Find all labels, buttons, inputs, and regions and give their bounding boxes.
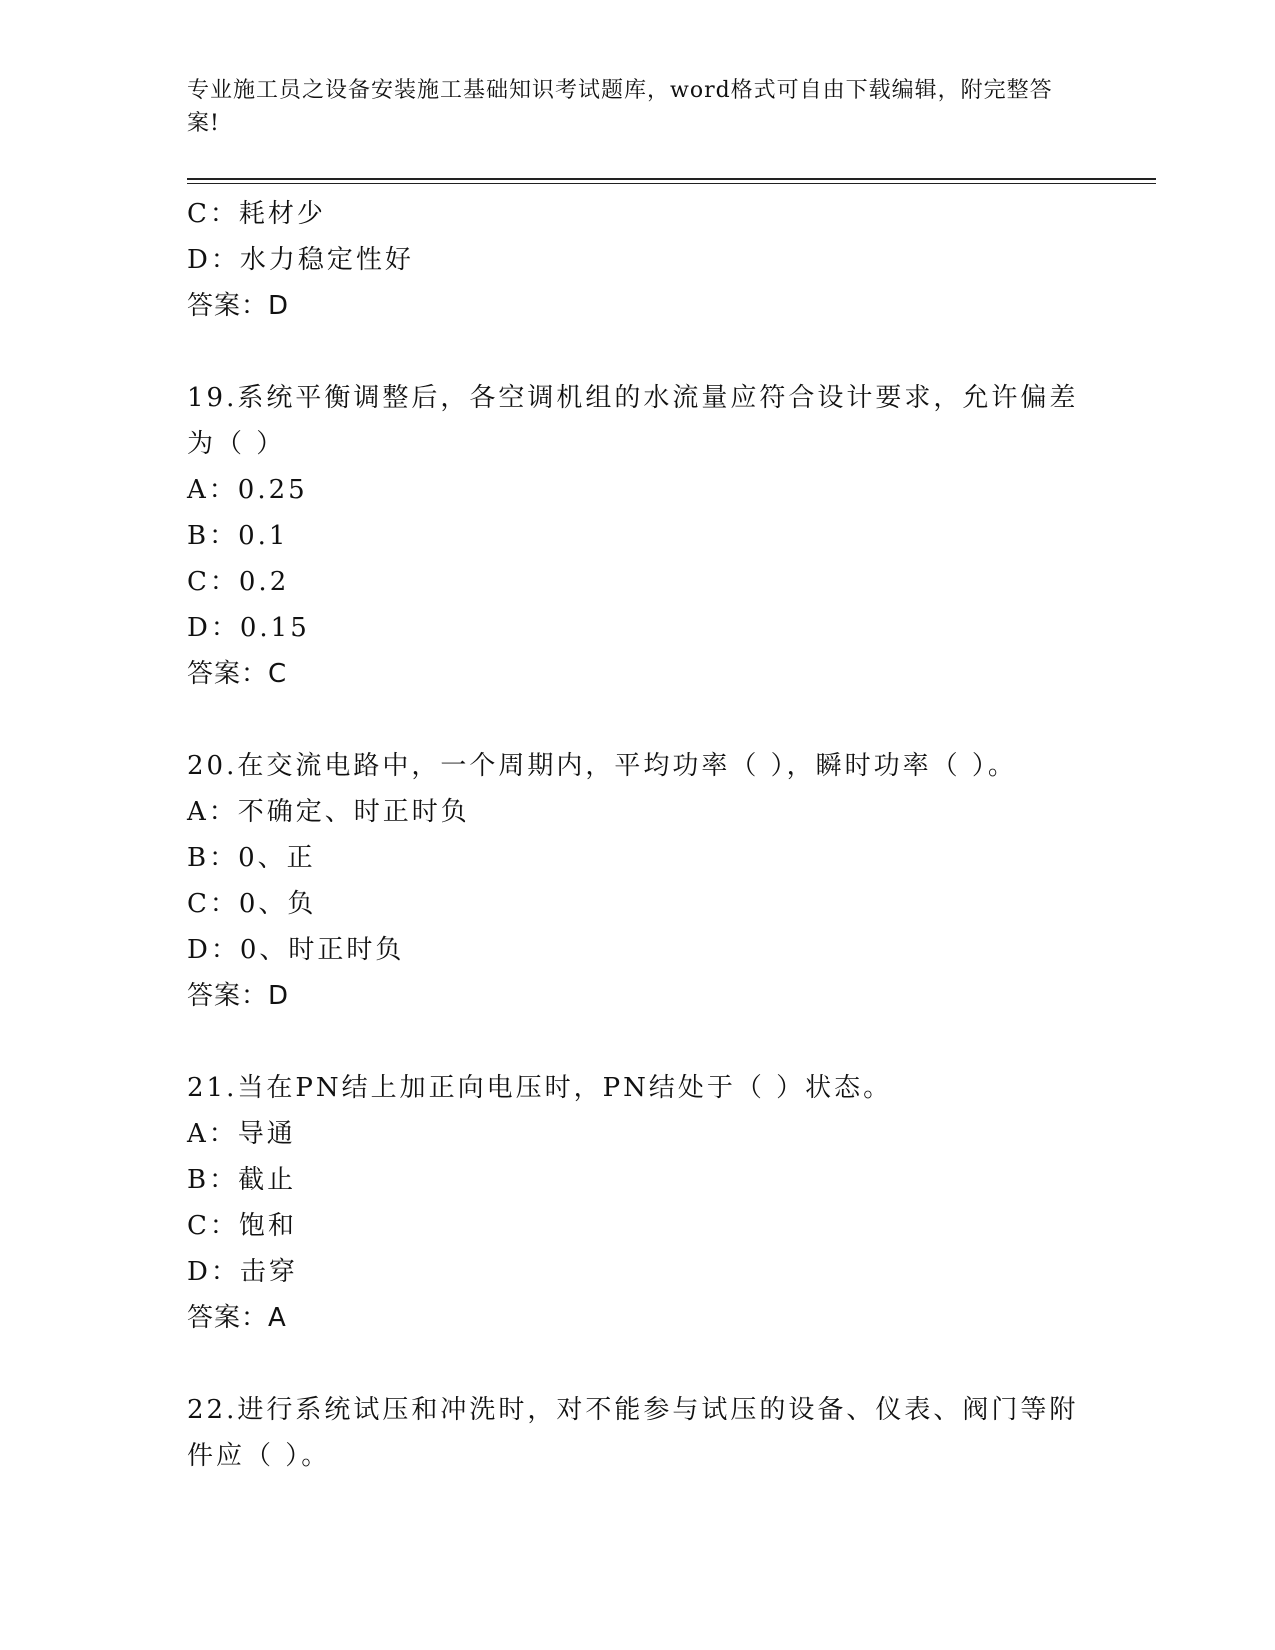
question-19: [187, 375, 1087, 697]
header-divider-thick: [187, 178, 1156, 180]
question-text: 19.系统平衡调整后，各空调机组的水流量应符合设计要求，允许偏差为（ ）: [187, 383, 1079, 459]
question-21: [187, 1065, 1087, 1341]
answer: 答案：A: [187, 1303, 287, 1333]
option-b: B：0.1: [187, 521, 289, 551]
option-b: B：0、正: [187, 843, 316, 873]
option-c: C：0、负: [187, 889, 317, 919]
option-c: C：0.2: [187, 567, 290, 597]
option-b: B：截止: [187, 1165, 297, 1195]
option-a: A：0.25: [187, 475, 308, 505]
option-c: C：饱和: [187, 1211, 297, 1241]
option-a: A：导通: [187, 1119, 296, 1149]
option-d: D：0.15: [187, 613, 310, 643]
answer: 答案：D: [187, 981, 290, 1011]
option-d: D：击穿: [187, 1257, 298, 1287]
partial-question: [187, 191, 1087, 329]
option-a: A：不确定、时正时负: [187, 797, 470, 827]
option-c: C：耗材少: [187, 199, 326, 229]
question-20: [187, 743, 1087, 1019]
option-d: D：0、时正时负: [187, 935, 405, 965]
header-divider-thin: [187, 183, 1156, 184]
question-text: 22.进行系统试压和冲洗时，对不能参与试压的设备、仪表、阀门等附件应（ ）。: [187, 1395, 1079, 1471]
document-header: 专业施工员之设备安装施工基础知识考试题库，word格式可自由下载编辑，附完整答案!: [187, 78, 1053, 136]
question-list: [187, 191, 1087, 1479]
question-text: 21.当在PN结上加正向电压时，PN结处于（ ）状态。: [187, 1073, 893, 1103]
answer: 答案：D: [187, 291, 290, 321]
question-text: 20.在交流电路中，一个周期内，平均功率（ ），瞬时功率（ ）。: [187, 751, 1017, 781]
question-22: [187, 1387, 1087, 1479]
answer: 答案：C: [187, 659, 288, 689]
option-d: D：水力稳定性好: [187, 245, 414, 275]
